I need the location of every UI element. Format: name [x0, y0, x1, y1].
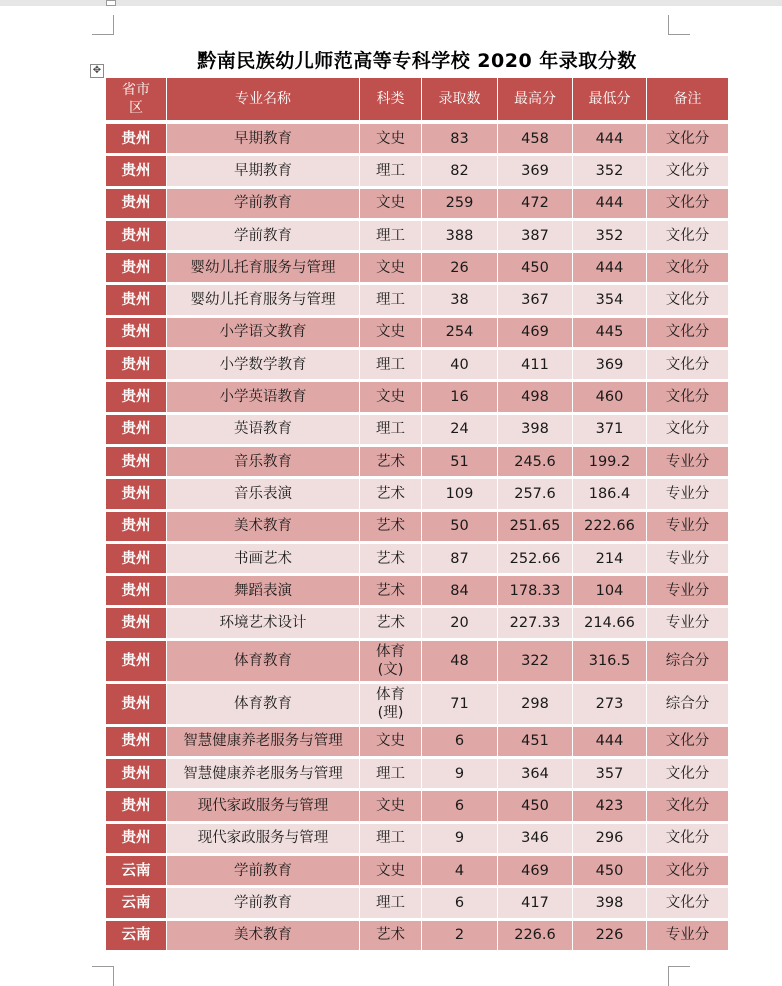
- cell-category: 文史: [360, 856, 422, 885]
- cell-note: 文化分: [647, 221, 728, 250]
- cell-province: 贵州: [106, 415, 167, 444]
- header-province-label: 省市区: [122, 82, 150, 116]
- cell-category: 文史: [360, 189, 422, 218]
- cell-note: 文化分: [647, 350, 728, 379]
- cell-major: 书画艺术: [167, 544, 360, 573]
- cell-admitted: 6: [422, 727, 498, 756]
- table-row: [106, 824, 728, 856]
- cell-province: 贵州: [106, 382, 167, 411]
- cell-max-score: 469: [498, 856, 573, 885]
- cell-category: 文史: [360, 791, 422, 820]
- table-body: [106, 124, 728, 953]
- cell-category: 理工: [360, 156, 422, 185]
- cell-note: 专业分: [647, 921, 728, 950]
- cell-province: 贵州: [106, 318, 167, 347]
- cell-province: 贵州: [106, 727, 167, 756]
- table-row: [106, 856, 728, 888]
- cell-category: 理工: [360, 824, 422, 853]
- cell-note: 专业分: [647, 447, 728, 476]
- cell-admitted: 2: [422, 921, 498, 950]
- cell-major: 体育教育: [167, 684, 360, 724]
- table-row: [106, 759, 728, 791]
- cell-admitted: 6: [422, 888, 498, 917]
- cell-major: 婴幼儿托育服务与管理: [167, 285, 360, 314]
- cell-category: 理工: [360, 285, 422, 314]
- cell-major: 早期教育: [167, 156, 360, 185]
- cell-min-score: 450: [573, 856, 647, 885]
- table-row: [106, 608, 728, 640]
- cell-note: 专业分: [647, 544, 728, 573]
- cell-min-score: 104: [573, 576, 647, 605]
- cell-min-score: 444: [573, 124, 647, 153]
- table-row: [106, 479, 728, 511]
- cell-max-score: 346: [498, 824, 573, 853]
- table-row: [106, 791, 728, 823]
- cell-category: 文史: [360, 124, 422, 153]
- cell-min-score: 369: [573, 350, 647, 379]
- cell-major: 婴幼儿托育服务与管理: [167, 253, 360, 282]
- cell-major: 学前教育: [167, 221, 360, 250]
- cell-admitted: 82: [422, 156, 498, 185]
- cell-category: 体育 (文): [360, 641, 422, 681]
- cell-major: 学前教育: [167, 189, 360, 218]
- cell-min-score: 398: [573, 888, 647, 917]
- cell-max-score: 322: [498, 641, 573, 681]
- cell-max-score: 469: [498, 318, 573, 347]
- cell-max-score: 398: [498, 415, 573, 444]
- cell-province: 贵州: [106, 253, 167, 282]
- cell-min-score: 273: [573, 684, 647, 724]
- cell-max-score: 498: [498, 382, 573, 411]
- cell-max-score: 245.6: [498, 447, 573, 476]
- cell-max-score: 227.33: [498, 608, 573, 637]
- cell-province: 贵州: [106, 759, 167, 788]
- cell-note: 文化分: [647, 124, 728, 153]
- cell-max-score: 387: [498, 221, 573, 250]
- cell-max-score: 369: [498, 156, 573, 185]
- cell-max-score: 251.65: [498, 512, 573, 541]
- page-corner-mark-bottom-left: [92, 966, 114, 986]
- cell-min-score: 444: [573, 189, 647, 218]
- header-max-score: 最高分: [498, 78, 573, 120]
- cell-admitted: 259: [422, 189, 498, 218]
- cell-min-score: 371: [573, 415, 647, 444]
- cell-min-score: 444: [573, 727, 647, 756]
- cell-province: 贵州: [106, 189, 167, 218]
- cell-note: 文化分: [647, 824, 728, 853]
- cell-province: 贵州: [106, 641, 167, 681]
- cell-major: 小学英语教育: [167, 382, 360, 411]
- cell-min-score: 444: [573, 253, 647, 282]
- cell-admitted: 50: [422, 512, 498, 541]
- cell-major: 音乐表演: [167, 479, 360, 508]
- cell-category: 艺术: [360, 576, 422, 605]
- cell-major: 美术教育: [167, 921, 360, 950]
- cell-note: 文化分: [647, 759, 728, 788]
- cell-min-score: 226: [573, 921, 647, 950]
- cell-major: 现代家政服务与管理: [167, 791, 360, 820]
- cell-province: 贵州: [106, 124, 167, 153]
- cell-admitted: 26: [422, 253, 498, 282]
- page-corner-mark-bottom-right: [668, 966, 690, 986]
- cell-max-score: 450: [498, 791, 573, 820]
- cell-province: 贵州: [106, 221, 167, 250]
- table-row: [106, 641, 728, 684]
- cell-note: 文化分: [647, 156, 728, 185]
- cell-min-score: 445: [573, 318, 647, 347]
- table-row: [106, 447, 728, 479]
- cell-major: 英语教育: [167, 415, 360, 444]
- document-title: 黔南民族幼儿师范高等专科学校 2020 年录取分数: [197, 50, 637, 72]
- cell-admitted: 388: [422, 221, 498, 250]
- cell-category: 艺术: [360, 921, 422, 950]
- table-row: [106, 921, 728, 953]
- table-row: [106, 382, 728, 414]
- cell-min-score: 214: [573, 544, 647, 573]
- table-row: [106, 221, 728, 253]
- cell-max-score: 417: [498, 888, 573, 917]
- cell-admitted: 4: [422, 856, 498, 885]
- cell-category: 理工: [360, 759, 422, 788]
- cell-note: 文化分: [647, 415, 728, 444]
- cell-max-score: 411: [498, 350, 573, 379]
- cell-major: 音乐教育: [167, 447, 360, 476]
- header-province: [106, 78, 167, 120]
- cell-min-score: 357: [573, 759, 647, 788]
- cell-min-score: 316.5: [573, 641, 647, 681]
- cell-note: 文化分: [647, 382, 728, 411]
- cell-max-score: 458: [498, 124, 573, 153]
- header-min-score: 最低分: [573, 78, 647, 120]
- table-row: [106, 253, 728, 285]
- cell-major: 学前教育: [167, 856, 360, 885]
- cell-category: 文史: [360, 253, 422, 282]
- cell-province: 贵州: [106, 824, 167, 853]
- cell-province: 贵州: [106, 576, 167, 605]
- cell-category: 艺术: [360, 544, 422, 573]
- table-row: [106, 189, 728, 221]
- cell-min-score: 214.66: [573, 608, 647, 637]
- cell-major: 舞蹈表演: [167, 576, 360, 605]
- header-admitted: 录取数: [422, 78, 498, 120]
- cell-province: 贵州: [106, 684, 167, 724]
- cell-major: 体育教育: [167, 641, 360, 681]
- cell-min-score: 352: [573, 156, 647, 185]
- cell-category: 文史: [360, 318, 422, 347]
- admission-table: [106, 78, 728, 953]
- cell-major: 美术教育: [167, 512, 360, 541]
- cell-province: 贵州: [106, 447, 167, 476]
- cell-max-score: 364: [498, 759, 573, 788]
- table-row: [106, 888, 728, 920]
- cell-major: 学前教育: [167, 888, 360, 917]
- cell-min-score: 423: [573, 791, 647, 820]
- cell-major: 小学数学教育: [167, 350, 360, 379]
- cell-province: 云南: [106, 888, 167, 917]
- cell-note: 文化分: [647, 791, 728, 820]
- cell-major: 智慧健康养老服务与管理: [167, 759, 360, 788]
- table-row: [106, 512, 728, 544]
- cell-max-score: 451: [498, 727, 573, 756]
- table-header-row: [106, 78, 728, 124]
- table-row: [106, 318, 728, 350]
- cell-province: 贵州: [106, 544, 167, 573]
- cell-admitted: 9: [422, 759, 498, 788]
- cell-note: 文化分: [647, 285, 728, 314]
- cell-min-score: 222.66: [573, 512, 647, 541]
- cell-category: 艺术: [360, 479, 422, 508]
- cell-max-score: 226.6: [498, 921, 573, 950]
- cell-category: 文史: [360, 727, 422, 756]
- cell-province: 贵州: [106, 350, 167, 379]
- cell-note: 专业分: [647, 608, 728, 637]
- cell-admitted: 40: [422, 350, 498, 379]
- cell-note: 专业分: [647, 512, 728, 541]
- cell-max-score: 257.6: [498, 479, 573, 508]
- cell-min-score: 460: [573, 382, 647, 411]
- header-category: 科类: [360, 78, 422, 120]
- cell-category: 艺术: [360, 608, 422, 637]
- table-row: [106, 415, 728, 447]
- cell-province: 云南: [106, 856, 167, 885]
- cell-category: 艺术: [360, 512, 422, 541]
- cell-note: 文化分: [647, 189, 728, 218]
- cell-province: 贵州: [106, 156, 167, 185]
- cell-note: 文化分: [647, 856, 728, 885]
- cell-province: 贵州: [106, 791, 167, 820]
- table-row: [106, 124, 728, 156]
- cell-province: 贵州: [106, 608, 167, 637]
- cell-note: 专业分: [647, 576, 728, 605]
- header-note: 备注: [647, 78, 728, 120]
- cell-admitted: 6: [422, 791, 498, 820]
- cell-major: 早期教育: [167, 124, 360, 153]
- cell-category: 理工: [360, 350, 422, 379]
- cell-note: 文化分: [647, 727, 728, 756]
- cell-admitted: 254: [422, 318, 498, 347]
- cell-province: 贵州: [106, 479, 167, 508]
- move-arrows-icon[interactable]: ✥: [90, 64, 104, 78]
- cell-major: 环境艺术设计: [167, 608, 360, 637]
- cell-admitted: 24: [422, 415, 498, 444]
- cell-admitted: 16: [422, 382, 498, 411]
- cell-province: 贵州: [106, 285, 167, 314]
- table-row: [106, 285, 728, 317]
- cell-admitted: 71: [422, 684, 498, 724]
- cell-note: 专业分: [647, 479, 728, 508]
- cell-category: 艺术: [360, 447, 422, 476]
- margin-marker[interactable]: [106, 0, 116, 6]
- cell-admitted: 83: [422, 124, 498, 153]
- cell-min-score: 296: [573, 824, 647, 853]
- cell-note: 文化分: [647, 888, 728, 917]
- table-row: [106, 727, 728, 759]
- cell-max-score: 252.66: [498, 544, 573, 573]
- cell-province: 贵州: [106, 512, 167, 541]
- cell-max-score: 450: [498, 253, 573, 282]
- table-row: [106, 576, 728, 608]
- cell-admitted: 51: [422, 447, 498, 476]
- table-row: [106, 156, 728, 188]
- cell-admitted: 9: [422, 824, 498, 853]
- cell-category: 理工: [360, 415, 422, 444]
- cell-max-score: 298: [498, 684, 573, 724]
- page-corner-mark-top-right: [668, 15, 690, 35]
- cell-min-score: 199.2: [573, 447, 647, 476]
- header-major: 专业名称: [167, 78, 360, 120]
- cell-category: 体育 (理): [360, 684, 422, 724]
- cell-note: 文化分: [647, 318, 728, 347]
- cell-admitted: 84: [422, 576, 498, 605]
- cell-admitted: 87: [422, 544, 498, 573]
- cell-province: 云南: [106, 921, 167, 950]
- cell-note: 文化分: [647, 253, 728, 282]
- cell-max-score: 367: [498, 285, 573, 314]
- cell-category: 理工: [360, 221, 422, 250]
- cell-note: 综合分: [647, 641, 728, 681]
- table-row: [106, 544, 728, 576]
- table-row: [106, 684, 728, 727]
- cell-min-score: 186.4: [573, 479, 647, 508]
- cell-admitted: 38: [422, 285, 498, 314]
- cell-major: 小学语文教育: [167, 318, 360, 347]
- ruler-bar: [0, 0, 782, 6]
- cell-admitted: 20: [422, 608, 498, 637]
- cell-admitted: 48: [422, 641, 498, 681]
- page-corner-mark-top-left: [92, 15, 114, 35]
- cell-major: 现代家政服务与管理: [167, 824, 360, 853]
- cell-note: 综合分: [647, 684, 728, 724]
- cell-min-score: 354: [573, 285, 647, 314]
- cell-category: 理工: [360, 888, 422, 917]
- cell-max-score: 178.33: [498, 576, 573, 605]
- table-row: [106, 350, 728, 382]
- cell-category: 文史: [360, 382, 422, 411]
- cell-min-score: 352: [573, 221, 647, 250]
- cell-major: 智慧健康养老服务与管理: [167, 727, 360, 756]
- cell-admitted: 109: [422, 479, 498, 508]
- cell-max-score: 472: [498, 189, 573, 218]
